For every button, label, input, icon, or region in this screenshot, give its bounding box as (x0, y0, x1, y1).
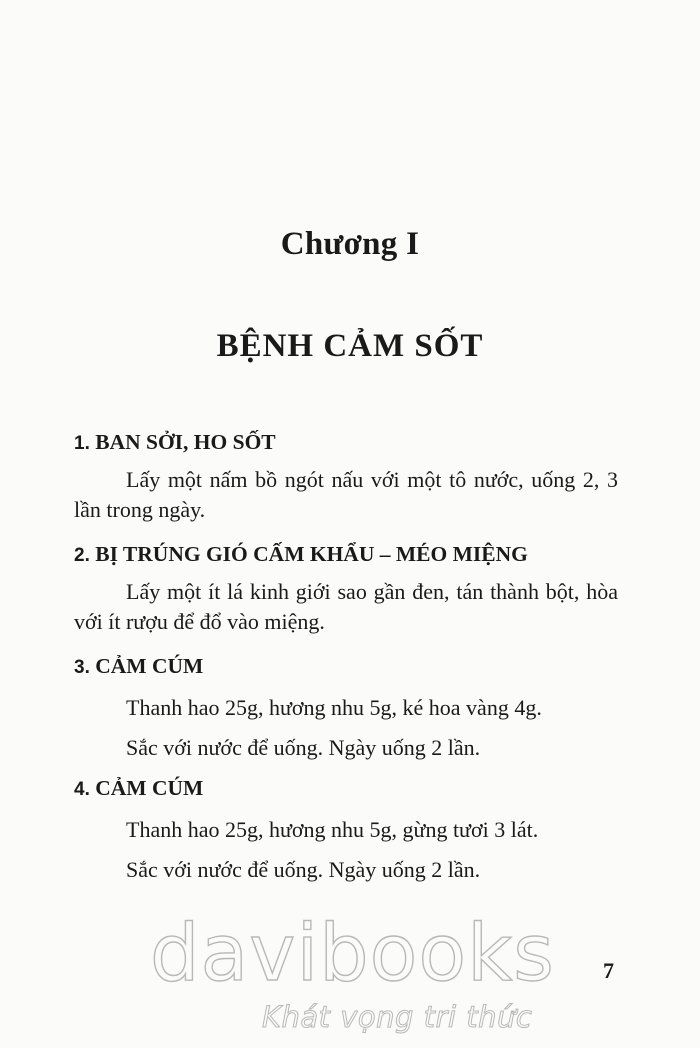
watermark-tagline: Khát vọng tri thức (262, 1000, 533, 1034)
section-number: 2. (74, 545, 90, 566)
section-heading (74, 773, 634, 805)
section-line: Thanh hao 25g, hương nhu 5g, ké hoa vàng 4g. (126, 695, 542, 720)
section-number: 3. (74, 657, 90, 678)
section-line: Sắc với nước để uống. Ngày uống 2 lần. (126, 857, 481, 882)
section-heading (74, 539, 634, 571)
section-line: Thanh hao 25g, hương nhu 5g, gừng tươi 3 lát. (126, 817, 539, 842)
section-paragraph: Lấy một nấm bồ ngót nấu với một tô nước, uống 2, 3 lần trong ngày. (74, 467, 618, 522)
section-line: Sắc với nước để uống. Ngày uống 2 lần. (126, 735, 481, 760)
section-2 (74, 539, 634, 637)
section-4 (74, 773, 634, 885)
page-title: BỆNH CẢM SỐT (216, 328, 484, 364)
section-3 (74, 651, 634, 763)
section-paragraph: Lấy một ít lá kinh giới sao gần đen, tán thành bột, hòa với ít rượu để đổ vào miệng. (74, 579, 618, 634)
section-number: 1. (74, 433, 90, 454)
watermark-logo: davibooks (150, 909, 555, 999)
page-number: 7 (603, 958, 614, 983)
section-heading-text: CẢM CÚM (95, 776, 204, 800)
section-heading (74, 651, 634, 683)
section-1 (74, 427, 634, 525)
section-heading-text: BỊ TRÚNG GIÓ CẤM KHẨU – MÉO MIỆNG (95, 542, 528, 566)
section-heading-text: BAN SỞI, HO SỐT (95, 430, 276, 454)
section-heading-text: CẢM CÚM (95, 654, 204, 678)
chapter-title: Chương I (280, 226, 420, 262)
section-number: 4. (74, 779, 90, 800)
section-heading (74, 427, 634, 459)
